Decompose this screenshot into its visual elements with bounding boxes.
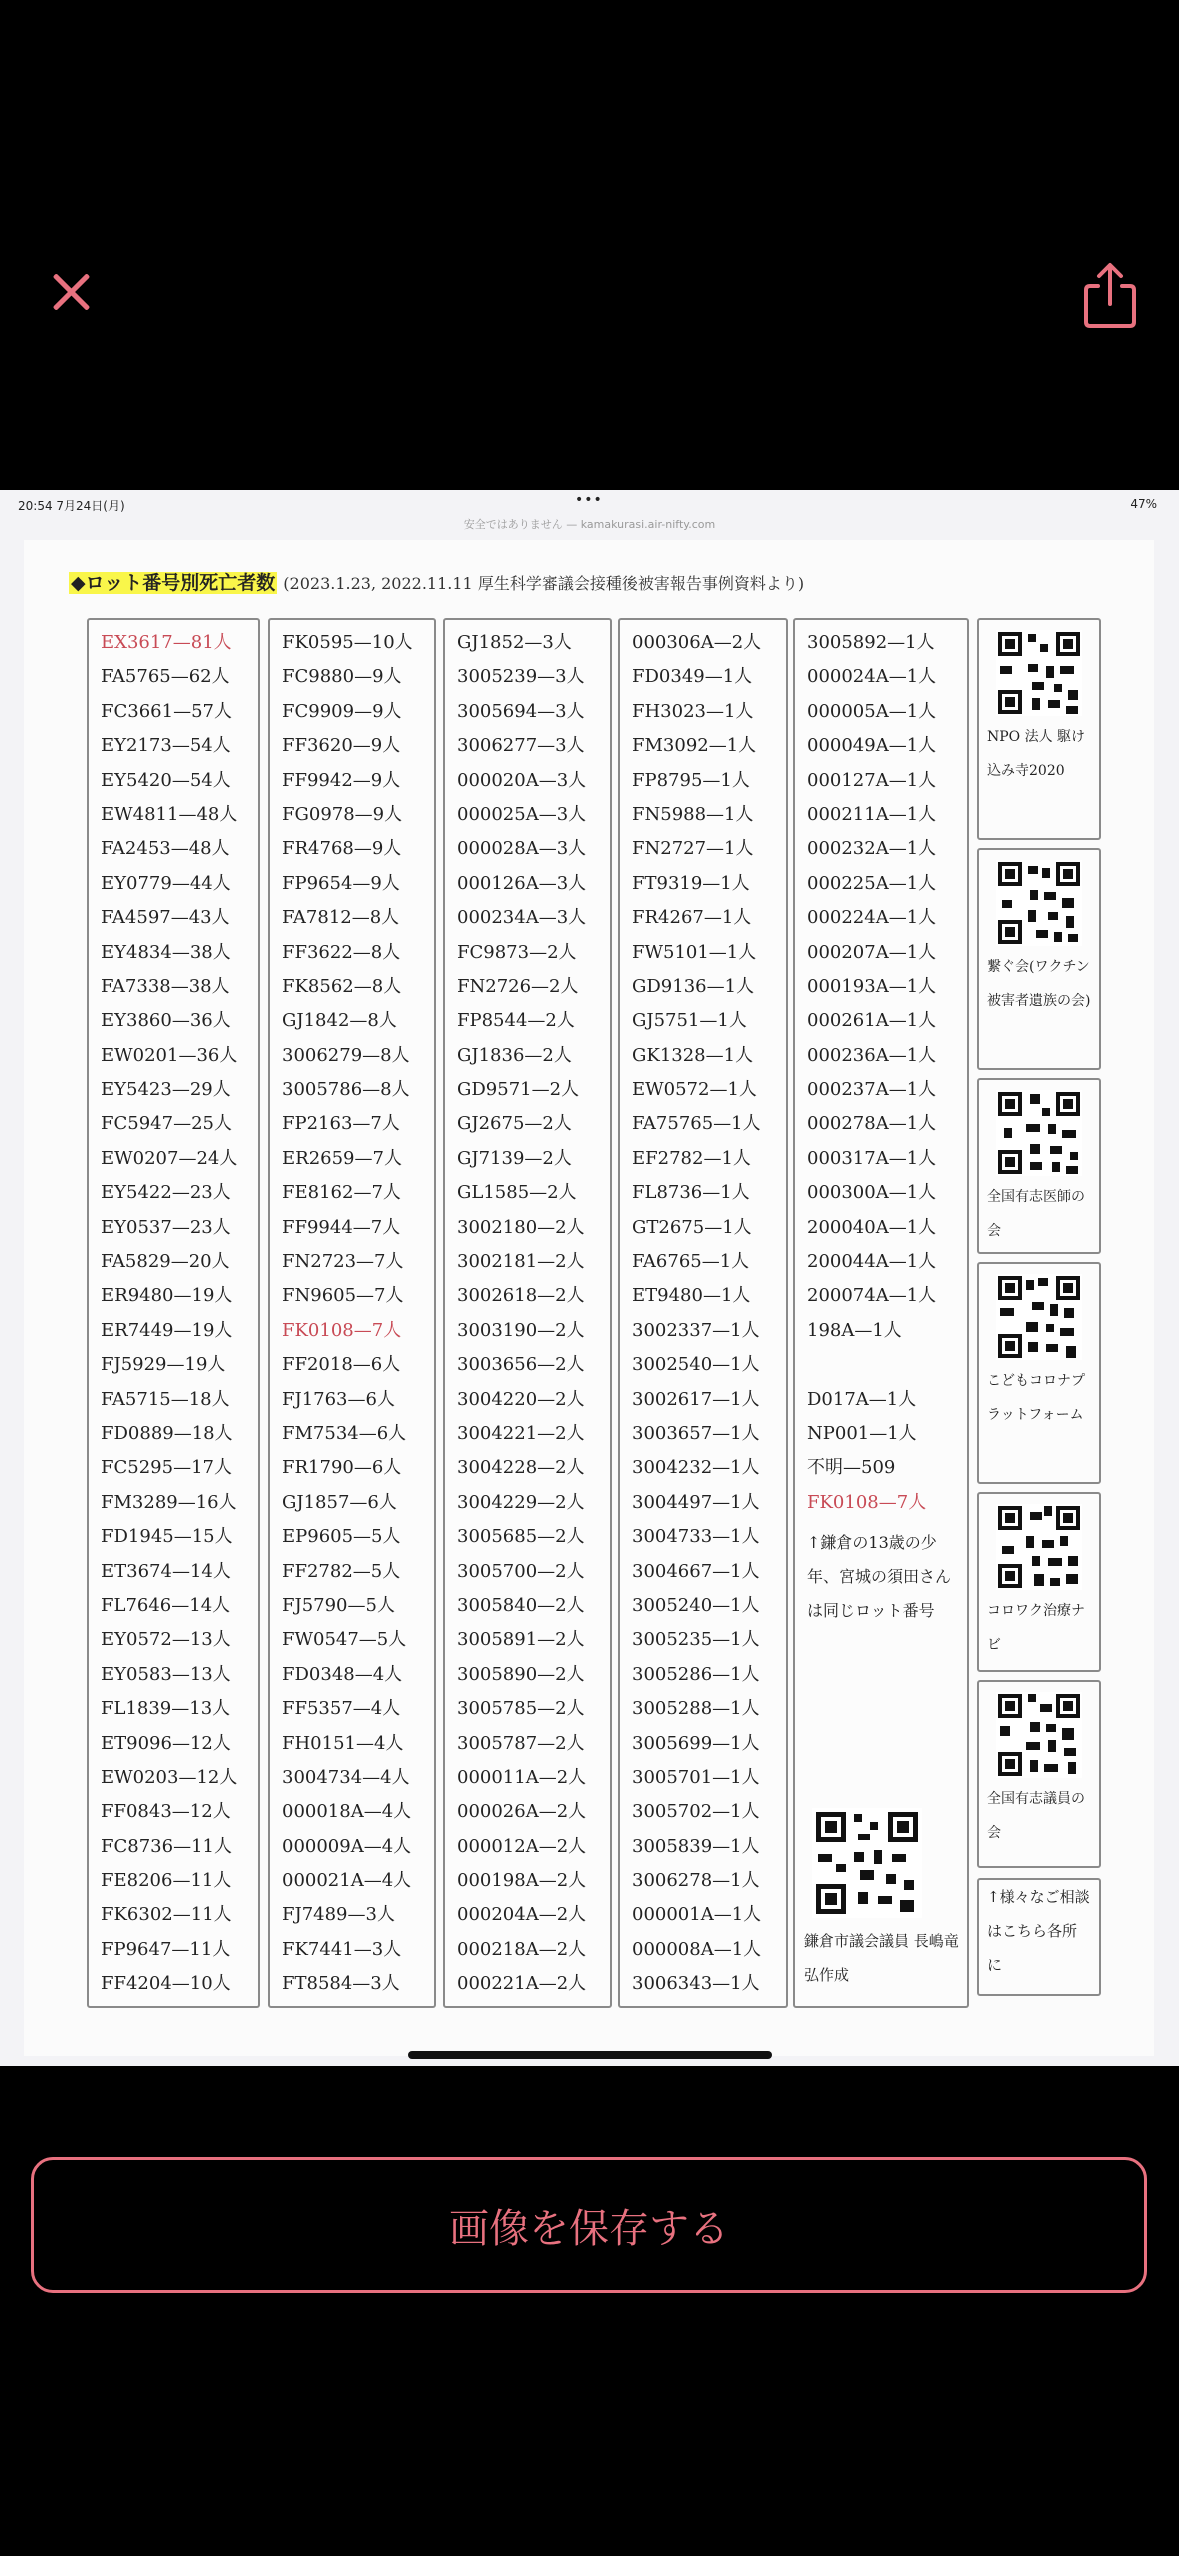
qr-code-icon [996, 1692, 1082, 1778]
lot-entry: EP9605—5人 [282, 1526, 401, 1548]
lot-entry: FL8736—1人 [632, 1182, 750, 1204]
lot-entry: 000009A—4人 [282, 1835, 412, 1857]
lot-entry: 3003656—2人 [457, 1354, 585, 1376]
qr-box-4 [977, 1262, 1101, 1484]
lot-entry: FA7812—8人 [282, 907, 400, 929]
lot-entry: GJ1857—6人 [282, 1491, 397, 1513]
lot-entry: GD9136—1人 [632, 975, 755, 997]
lot-entry: 3004232—1人 [632, 1457, 760, 1479]
lot-entry: 3002618—2人 [457, 1285, 585, 1307]
lot-entry: 000317A—1人 [807, 1147, 937, 1169]
share-icon[interactable] [1078, 260, 1142, 330]
lot-entry: D017A—1人 [807, 1388, 917, 1410]
lot-entry: 3005785—2人 [457, 1698, 585, 1720]
lot-entry: FP2163—7人 [282, 1113, 400, 1135]
lot-entry: 3005288—1人 [632, 1698, 760, 1720]
lot-entry: FG0978—9人 [282, 803, 403, 825]
lot-entry: 3005892—1人 [807, 632, 935, 653]
url-bar: 安全ではありません — kamakurasi.air-nifty.com [463, 518, 716, 531]
close-icon[interactable] [40, 262, 100, 322]
qr-label-4: こどもコロナプラットフォーム [987, 1373, 1085, 1423]
lot-entry: GL1585—2人 [457, 1182, 577, 1204]
lot-entry: GJ7139—2人 [457, 1147, 572, 1169]
lot-entry: EY3860—36人 [101, 1010, 231, 1032]
lot-entry: EY2173—54人 [101, 735, 231, 757]
lot-entry: 3002180—2人 [457, 1216, 585, 1238]
lot-entry: FA5715—18人 [101, 1388, 230, 1410]
lot-entry: 3006277—3人 [457, 735, 585, 757]
lot-entry: EW0207—24人 [101, 1147, 238, 1169]
lot-entry: FP9647—11人 [101, 1938, 231, 1960]
lot-entry: EF2782—1人 [632, 1147, 751, 1169]
shared-image [0, 490, 1179, 2066]
lot-entry: 000225A—1人 [807, 872, 937, 894]
lot-entry: 000306A—2人 [632, 632, 762, 653]
lot-entry: 200044A—1人 [807, 1251, 937, 1273]
lot-entry: 000021A—4人 [282, 1870, 412, 1892]
lot-entry: NP001—1人 [807, 1422, 917, 1444]
lot-entry: 3005235—1人 [632, 1629, 760, 1651]
qr-box-3 [977, 1078, 1101, 1254]
lot-entry: 3005839—1人 [632, 1835, 760, 1857]
lot-entry: FC3661—57人 [101, 700, 232, 722]
qr-label-1: NPO 法人 駆け込み寺2020 [987, 729, 1086, 779]
lot-entry: FA6765—1人 [632, 1251, 750, 1273]
lot-entry: ET9480—1人 [632, 1285, 751, 1307]
lot-entry: 3005786—8人 [282, 1079, 410, 1101]
lot-entry: 3005701—1人 [632, 1766, 760, 1788]
lot-entry: ER7449—19人 [101, 1319, 233, 1341]
lot-entry: FJ1763—6人 [282, 1388, 395, 1410]
heading-title: ◆ロット番号別死亡者数 [71, 572, 276, 594]
lot-column-5 [793, 618, 969, 2008]
qr-label-2: 繋ぐ会(ワクチン被害者遺族の会) [987, 959, 1091, 1009]
lot-entry: FW5101—1人 [632, 941, 757, 963]
lot-entry: 3002181—2人 [457, 1251, 585, 1273]
lot-entry: GJ1852—3人 [457, 632, 572, 653]
lot-entry: FA4597—43人 [101, 907, 230, 929]
lot-entry: 000049A—1人 [807, 735, 937, 757]
lot-entry: 000224A—1人 [807, 907, 937, 929]
lot-entry: 3005286—1人 [632, 1663, 760, 1685]
lot-entry: FP8544—2人 [457, 1010, 575, 1032]
lot-entry: FA2453—48人 [101, 838, 230, 860]
lot-entry: 000232A—1人 [807, 838, 937, 860]
lot-entry: FF9942—9人 [282, 769, 401, 791]
lot-entry: 000008A—1人 [632, 1938, 762, 1960]
lot-entry: 3005891—2人 [457, 1629, 585, 1651]
lot-entry: FJ5790—5人 [282, 1594, 395, 1616]
lot-entry: FM3092—1人 [632, 735, 757, 757]
heading-subtitle: (2023.1.23, 2022.11.11 厚生科学審議会接種後被害報告事例資料より) [283, 574, 805, 593]
highlighted-lot: FK0108—7人 [807, 1491, 927, 1513]
lot-entry: 000025A—3人 [457, 803, 587, 825]
lot-entry: 3005787—2人 [457, 1732, 585, 1754]
lot-entry: EX3617—81人 [101, 632, 232, 653]
lot-entry: 3005685—2人 [457, 1526, 585, 1548]
lot-entry: 3004734—4人 [282, 1766, 410, 1788]
qr-box-5 [977, 1492, 1101, 1672]
lot-entry: FH0151—4人 [282, 1732, 404, 1754]
lot-entry: 000221A—2人 [457, 1973, 587, 1995]
lot-entry: FP8795—1人 [632, 769, 750, 791]
lot-entry: 000204A—2人 [457, 1904, 587, 1926]
lot-entry: 000278A—1人 [807, 1113, 937, 1135]
lot-entry: FD1945—15人 [101, 1526, 233, 1548]
lot-entry: EW0201—36人 [101, 1044, 238, 1066]
lot-entry: FJ5929—19人 [101, 1354, 226, 1376]
lot-entry: FR4267—1人 [632, 907, 752, 929]
lot-entry: FN2727—1人 [632, 838, 754, 860]
lot-entry: 不明—509 [807, 1457, 896, 1479]
lot-entry: GJ2675—2人 [457, 1113, 572, 1135]
lot-entry: FN2723—7人 [282, 1251, 404, 1273]
lot-entry: FT9319—1人 [632, 872, 750, 894]
lot-entry: 3004733—1人 [632, 1526, 760, 1548]
lot-entry: 198A—1人 [807, 1319, 902, 1341]
lot-entry: FF0843—12人 [101, 1801, 231, 1823]
lot-entry: FK0108—7人 [282, 1319, 402, 1341]
lot-entry: 3002337—1人 [632, 1319, 760, 1341]
lot-entry: 000126A—3人 [457, 872, 587, 894]
lot-entry: 3004220—2人 [457, 1388, 585, 1410]
qr-code-icon [996, 860, 1082, 946]
lot-entry: FJ7489—3人 [282, 1904, 395, 1926]
lot-entry: GJ1842—8人 [282, 1010, 397, 1032]
lot-entry: GJ5751—1人 [632, 1010, 747, 1032]
lot-entry: FF2018—6人 [282, 1354, 401, 1376]
qr-label-3: 全国有志医師の会 [987, 1189, 1085, 1239]
lot-entry: 000024A—1人 [807, 666, 937, 688]
lot-entry: FF3620—9人 [282, 735, 401, 757]
lot-column-1 [87, 618, 260, 2008]
lot-entry: 000236A—1人 [807, 1044, 937, 1066]
lot-entry: 3002617—1人 [632, 1388, 760, 1410]
lot-entry: 000001A—1人 [632, 1904, 762, 1926]
lot-entry: FM3289—16人 [101, 1491, 237, 1513]
lot-entry: EY0779—44人 [101, 872, 231, 894]
lot-entry: FC8736—11人 [101, 1835, 232, 1857]
lot-entry: 3005840—2人 [457, 1594, 585, 1616]
lot-entry: FK0595—10人 [282, 632, 413, 653]
qr-consult-note: ↑様々なご相談はこちら各所に [977, 1878, 1101, 1996]
lot-entry: EW0203—12人 [101, 1766, 238, 1788]
lot-entry: FN2726—2人 [457, 975, 579, 997]
lot-entry: FC5295—17人 [101, 1457, 232, 1479]
lot-entry [807, 1348, 967, 1382]
lot-column-4 [618, 618, 788, 2008]
qr-code-icon [996, 1274, 1082, 1360]
lot-entry: GK1328—1人 [632, 1044, 754, 1066]
lot-entry: FF4204—10人 [101, 1973, 231, 1995]
lot-entry: FL7646—14人 [101, 1594, 231, 1616]
lot-entry: FT8584—3人 [282, 1973, 400, 1995]
lot-entry: 3004229—2人 [457, 1491, 585, 1513]
lot-entry: EY0572—13人 [101, 1629, 231, 1651]
lot-entry: FE8206—11人 [101, 1870, 232, 1892]
lot-entry: EY5422—23人 [101, 1182, 231, 1204]
lot-entry: FH3023—1人 [632, 700, 754, 722]
lot-entry: GT2675—1人 [632, 1216, 752, 1238]
lot-entry: ER9480—19人 [101, 1285, 233, 1307]
lot-entry: FA75765—1人 [632, 1113, 761, 1135]
lot-entry: 000011A—2人 [457, 1766, 587, 1788]
status-time: 20:54 7月24日(月) [18, 499, 125, 513]
lot-entry: EY0583—13人 [101, 1663, 231, 1685]
lot-entry: 000026A—2人 [457, 1801, 587, 1823]
lot-entry: EW0572—1人 [632, 1079, 757, 1101]
lot-entry: 000005A—1人 [807, 700, 937, 722]
lot-entry: EW4811—48人 [101, 803, 238, 825]
lot-entry: FW0547—5人 [282, 1629, 407, 1651]
lot-note: ↑鎌倉の13歳の少年、宮城の須田さんは同じロット番号 [807, 1533, 952, 1621]
lot-entry: FF9944—7人 [282, 1216, 401, 1238]
lot-entry: 000237A—1人 [807, 1079, 937, 1101]
lot-entry: 3005694—3人 [457, 700, 585, 722]
lot-entry: 3002540—1人 [632, 1354, 760, 1376]
lot-entry: 3004667—1人 [632, 1560, 760, 1582]
save-image-button[interactable]: 画像を保存する [31, 2157, 1147, 2293]
lot-entry: 000020A—3人 [457, 769, 587, 791]
lot-entry: 3003190—2人 [457, 1319, 585, 1341]
lot-entry: 000300A—1人 [807, 1182, 937, 1204]
lot-entry: FC9880—9人 [282, 666, 402, 688]
lot-entry: FR4768—9人 [282, 838, 402, 860]
lot-entry: FM7534—6人 [282, 1422, 407, 1444]
qr-code-icon [812, 1808, 922, 1918]
lot-entry: 200040A—1人 [807, 1216, 937, 1238]
lot-entry: 000193A—1人 [807, 975, 937, 997]
battery-status: 47% [1130, 497, 1157, 511]
lot-entry: 3003657—1人 [632, 1422, 760, 1444]
lot-entry: ER2659—7人 [282, 1147, 402, 1169]
lot-entry: 000218A—2人 [457, 1938, 587, 1960]
lot-entry: FA5829—20人 [101, 1251, 230, 1273]
lot-entry: 200074A—1人 [807, 1285, 937, 1307]
lot-entry: 3005702—1人 [632, 1801, 760, 1823]
lot-entry: EY5423—29人 [101, 1079, 231, 1101]
qr-code-icon [996, 1090, 1082, 1176]
lot-column-3 [443, 618, 612, 2008]
qr-box-2 [977, 848, 1101, 1070]
lot-entry: FD0889—18人 [101, 1422, 233, 1444]
lot-column-2 [268, 618, 436, 2008]
lot-entry: 000261A—1人 [807, 1010, 937, 1032]
lot-entry: 3004228—2人 [457, 1457, 585, 1479]
lot-entry: 000012A—2人 [457, 1835, 587, 1857]
home-indicator [408, 2051, 772, 2059]
lot-entry: FP9654—9人 [282, 872, 400, 894]
lot-entry: FK8562—8人 [282, 975, 402, 997]
lot-entry: EY5420—54人 [101, 769, 231, 791]
lot-entry: FN5988—1人 [632, 803, 754, 825]
lot-entry: FD0349—1人 [632, 666, 753, 688]
document-heading [69, 568, 804, 595]
lot-entry: 3004497—1人 [632, 1491, 760, 1513]
lot-entry: ET3674—14人 [101, 1560, 231, 1582]
lot-entry: 000018A—4人 [282, 1801, 412, 1823]
lot-entry: FL1839—13人 [101, 1698, 231, 1720]
lot-entry: 000207A—1人 [807, 941, 937, 963]
lot-entry: 000127A—1人 [807, 769, 937, 791]
lot-entry: 3005239—3人 [457, 666, 585, 688]
more-dots-icon: ••• [575, 492, 603, 508]
lot-entry: FN9605—7人 [282, 1285, 404, 1307]
lot-entry: 3005700—2人 [457, 1560, 585, 1582]
lot-entry: FA7338—38人 [101, 975, 230, 997]
lot-entry: 3006343—1人 [632, 1973, 760, 1995]
lot-entry: GD9571—2人 [457, 1079, 580, 1101]
lot-entry: 000234A—3人 [457, 907, 587, 929]
lot-entry: FK6302—11人 [101, 1904, 232, 1926]
lot-entry: FC5947—25人 [101, 1113, 232, 1135]
lot-entry: ET9096—12人 [101, 1732, 231, 1754]
qr-label-6: 全国有志議員の会 [987, 1791, 1085, 1841]
lot-entry: 000198A—2人 [457, 1870, 587, 1892]
lot-entry: FK7441—3人 [282, 1938, 402, 1960]
lot-entry: FC9909—9人 [282, 700, 402, 722]
lot-entry: 3005890—2人 [457, 1663, 585, 1685]
lot-entry: EY0537—23人 [101, 1216, 231, 1238]
lot-entry: 3005699—1人 [632, 1732, 760, 1754]
qr-label-5: コロワク治療ナビ [987, 1603, 1085, 1653]
lot-entry: 000211A—1人 [807, 803, 937, 825]
qr-box-6 [977, 1680, 1101, 1868]
qr-box-1 [977, 618, 1101, 840]
lot-entry: EY4834—38人 [101, 941, 231, 963]
qr-code-icon [996, 630, 1082, 716]
lot-entry: 3004221—2人 [457, 1422, 585, 1444]
lot-entry: 000028A—3人 [457, 838, 587, 860]
lot-entry: FR1790—6人 [282, 1457, 402, 1479]
lot-entry: FF3622—8人 [282, 941, 401, 963]
lot-entry: 3006278—1人 [632, 1870, 760, 1892]
lot-entry: 3006279—8人 [282, 1044, 410, 1066]
lot-entry: FE8162—7人 [282, 1182, 401, 1204]
lot-entry: FC9873—2人 [457, 941, 577, 963]
lot-entry: 3005240—1人 [632, 1594, 760, 1616]
lot-entry: FF5357—4人 [282, 1698, 401, 1720]
lot-entry: GJ1836—2人 [457, 1044, 572, 1066]
qr-code-icon [996, 1504, 1082, 1590]
lot-entry: FF2782—5人 [282, 1560, 401, 1582]
author-credit: 鎌倉市議会議員 長嶋竜弘作成 [804, 1932, 959, 1984]
lot-entry: FD0348—4人 [282, 1663, 403, 1685]
lot-entry: FA5765—62人 [101, 666, 230, 688]
